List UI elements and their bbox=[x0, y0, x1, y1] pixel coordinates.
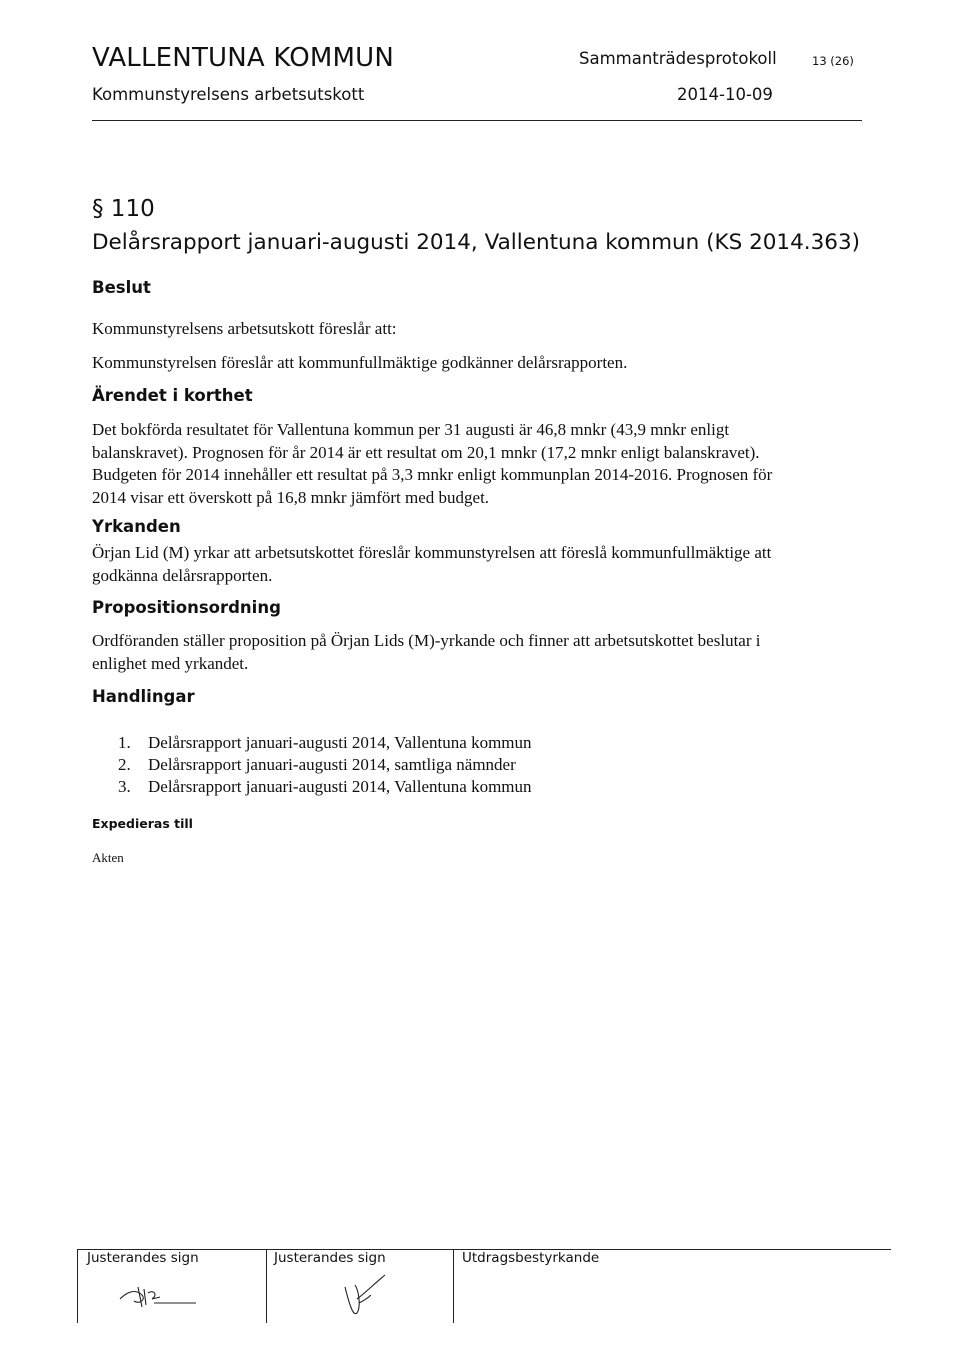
beslut-line: Kommunstyrelsens arbetsutskott föreslår att: bbox=[92, 319, 397, 338]
text-line: Budgeten för 2014 innehåller ett resultat på 3,3 mnkr enligt kommunplan 2014-2016. Prognosen för bbox=[92, 465, 773, 484]
list-item bbox=[118, 776, 532, 798]
section-heading-propositionsordning: Propositionsordning bbox=[92, 598, 281, 617]
meeting-date: 2014-10-09 bbox=[677, 85, 773, 104]
recipient: Akten bbox=[92, 850, 124, 865]
extract-certification-cell bbox=[453, 1249, 891, 1323]
section-heading-expedieras: Expedieras till bbox=[92, 816, 193, 831]
yrkanden-text bbox=[92, 542, 827, 587]
list-item-number: 1. bbox=[118, 733, 131, 752]
text-line: godkänna delårsrapporten. bbox=[92, 565, 273, 585]
signature-initials-2 bbox=[335, 1273, 395, 1321]
section-heading-yrkanden: Yrkanden bbox=[92, 517, 181, 536]
header-divider bbox=[92, 120, 862, 121]
list-item bbox=[118, 754, 532, 776]
propositionsordning-text bbox=[92, 630, 827, 675]
case-title: Delårsrapport januari-augusti 2014, Vallentuna kommun (KS 2014.363) bbox=[92, 230, 861, 255]
text-line: Örjan Lid (M) yrkar att arbetsutskottet föreslår kommunstyrelsen att föreslå kommunfullmäktige att bbox=[92, 543, 772, 562]
signature-label: Justerandes sign bbox=[87, 1250, 199, 1266]
list-item bbox=[118, 732, 532, 754]
document-list bbox=[118, 732, 532, 798]
signature-table bbox=[77, 1249, 891, 1323]
extract-certification-label: Utdragsbestyrkande bbox=[462, 1250, 600, 1266]
list-item-text: Delårsrapport januari-augusti 2014, Vallentuna kommun bbox=[148, 777, 532, 796]
page-number: 13 (26) bbox=[812, 54, 854, 68]
text-line: Ordföranden ställer proposition på Örjan Lids (M)-yrkande och finner att arbetsutskottet beslutar i bbox=[92, 631, 761, 650]
text-line: Det bokförda resultatet för Vallentuna kommun per 31 augusti är 46,8 mnkr (43,9 mnkr enligt bbox=[92, 420, 730, 439]
list-item-text: Delårsrapport januari-augusti 2014, samtliga nämnder bbox=[148, 755, 516, 774]
text-line: balanskravet). Prognosen för år 2014 är ett resultat om 20,1 mnkr (17,2 mnkr enligt balanskravet). bbox=[92, 442, 760, 462]
signature-label: Justerandes sign bbox=[274, 1250, 386, 1266]
list-item-text: Delårsrapport januari-augusti 2014, Vallentuna kommun bbox=[148, 733, 532, 752]
document-type: Sammanträdesprotokoll bbox=[579, 49, 777, 68]
organization-name: VALLENTUNA KOMMUN bbox=[92, 43, 395, 73]
arendet-text bbox=[92, 419, 827, 509]
list-item-number: 3. bbox=[118, 777, 131, 796]
text-line: enlighet med yrkandet. bbox=[92, 653, 249, 673]
section-heading-beslut: Beslut bbox=[92, 278, 151, 297]
beslut-line: Kommunstyrelsen föreslår att kommunfullmäktige godkänner delårsrapporten. bbox=[92, 353, 628, 372]
signature-cell-1 bbox=[77, 1249, 267, 1323]
committee-name: Kommunstyrelsens arbetsutskott bbox=[92, 85, 365, 104]
list-item-number: 2. bbox=[118, 755, 131, 774]
text-line: 2014 visar ett överskott på 16,8 mnkr jämfört med budget. bbox=[92, 487, 490, 507]
signature-cell-2 bbox=[265, 1249, 454, 1323]
signature-initials-1 bbox=[118, 1281, 198, 1311]
section-heading-arendet: Ärendet i korthet bbox=[92, 386, 253, 405]
paragraph-number: § 110 bbox=[92, 196, 155, 222]
section-heading-handlingar: Handlingar bbox=[92, 687, 195, 706]
